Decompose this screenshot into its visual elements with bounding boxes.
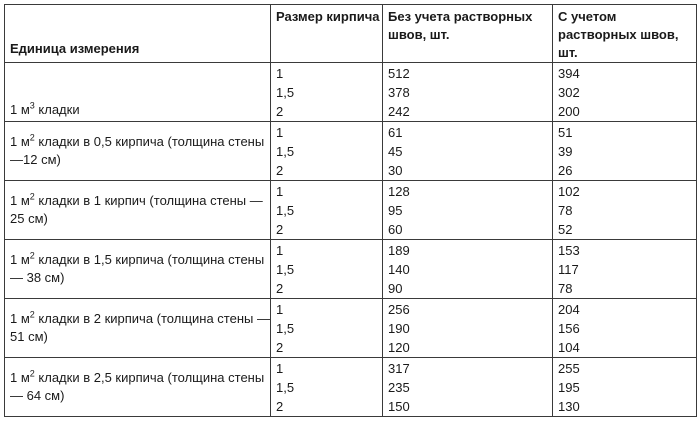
without-mortar-value: 150 [388, 398, 410, 414]
unit-label-prefix: 1 м [10, 134, 30, 149]
with-mortar-value: 394 [558, 65, 580, 81]
brick-size-value: 2 [276, 221, 284, 237]
unit-label-text: кладки в 1 кирпич (толщина стены — 25 см) [10, 193, 263, 226]
brick-size-cell [271, 358, 383, 417]
with-mortar-value: 51 [558, 124, 573, 140]
unit-exponent: 2 [29, 132, 35, 143]
brick-size-value: 1 [276, 242, 284, 258]
without-mortar-value: 317 [388, 360, 410, 376]
without-mortar-value: 256 [388, 301, 410, 317]
without-mortar-value: 128 [388, 183, 410, 199]
header-with-mortar: С учетом растворных швов, шт. [553, 5, 697, 63]
brick-size-value: 1,5 [276, 379, 295, 395]
brick-size-value: 1,5 [276, 202, 295, 218]
brick-size-value: 1,5 [276, 261, 295, 277]
unit-label-text: кладки в 1,5 кирпича (толщина стены — 38 см) [10, 252, 265, 285]
without-mortar-value: 90 [388, 280, 403, 296]
without-mortar-value: 45 [388, 143, 403, 159]
table-row [5, 240, 697, 299]
without-mortar-cell [383, 181, 553, 240]
with-mortar-value: 200 [558, 103, 580, 119]
without-mortar-cell [383, 122, 553, 181]
row-unit-label [5, 63, 271, 122]
header-without-mortar: Без учета растворных швов, шт. [383, 5, 553, 63]
brick-size-value: 2 [276, 339, 284, 355]
unit-label-prefix: 1 м [10, 252, 30, 267]
with-mortar-cell [553, 63, 697, 122]
unit-label-prefix: 1 м [10, 311, 30, 326]
table-body [5, 63, 697, 417]
with-mortar-value: 153 [558, 242, 580, 258]
with-mortar-value: 130 [558, 398, 580, 414]
row-unit-label [5, 181, 271, 240]
table-row [5, 181, 697, 240]
with-mortar-value: 52 [558, 221, 573, 237]
with-mortar-value: 302 [558, 84, 580, 100]
header-brick-size: Размер кирпича [271, 5, 383, 63]
with-mortar-value: 117 [558, 261, 579, 277]
with-mortar-value: 39 [558, 143, 573, 159]
unit-label-text: кладки в 2,5 кирпича (толщина стены — 64 см) [10, 370, 265, 403]
with-mortar-cell [553, 122, 697, 181]
brick-size-cell [271, 299, 383, 358]
unit-exponent: 2 [29, 250, 35, 261]
brick-size-value: 2 [276, 103, 284, 119]
without-mortar-cell [383, 299, 553, 358]
without-mortar-value: 120 [388, 339, 410, 355]
unit-label-prefix: 1 м [10, 193, 30, 208]
brick-size-value: 1,5 [276, 84, 295, 100]
header-unit: Единица измерения [5, 5, 271, 63]
without-mortar-value: 61 [388, 124, 403, 140]
without-mortar-cell [383, 63, 553, 122]
unit-exponent: 2 [29, 368, 35, 379]
brick-table-container [4, 4, 696, 417]
with-mortar-value: 78 [558, 202, 573, 218]
with-mortar-value: 102 [558, 183, 580, 199]
unit-label-prefix: 1 м [10, 370, 30, 385]
row-unit-label [5, 299, 271, 358]
table-row [5, 63, 697, 122]
with-mortar-cell [553, 299, 697, 358]
brick-size-value: 1,5 [276, 143, 295, 159]
unit-exponent: 2 [29, 309, 35, 320]
row-unit-label [5, 240, 271, 299]
without-mortar-value: 242 [388, 103, 410, 119]
table-row [5, 122, 697, 181]
unit-exponent: 2 [29, 191, 35, 202]
with-mortar-value: 78 [558, 280, 573, 296]
without-mortar-cell [383, 358, 553, 417]
with-mortar-cell [553, 181, 697, 240]
without-mortar-value: 30 [388, 162, 403, 178]
without-mortar-value: 60 [388, 221, 403, 237]
brick-size-cell [271, 122, 383, 181]
without-mortar-value: 512 [388, 65, 410, 81]
without-mortar-value: 378 [388, 84, 410, 100]
brick-size-cell [271, 240, 383, 299]
with-mortar-value: 204 [558, 301, 580, 317]
with-mortar-value: 26 [558, 162, 573, 178]
without-mortar-value: 235 [388, 379, 410, 395]
brick-size-value: 1,5 [276, 320, 295, 336]
row-unit-label [5, 358, 271, 417]
without-mortar-value: 190 [388, 320, 410, 336]
brick-size-value: 1 [276, 124, 284, 140]
brick-size-cell [271, 63, 383, 122]
brick-size-value: 1 [276, 65, 284, 81]
without-mortar-value: 95 [388, 202, 403, 218]
unit-label-text: кладки [34, 102, 80, 117]
with-mortar-cell [553, 240, 697, 299]
unit-label-text: кладки в 2 кирпича (толщина стены — 51 см) [10, 311, 270, 344]
without-mortar-cell [383, 240, 553, 299]
unit-exponent: 3 [29, 100, 35, 111]
brick-size-value: 2 [276, 398, 284, 414]
brick-consumption-table [4, 4, 697, 417]
brick-size-value: 1 [276, 360, 284, 376]
brick-size-value: 1 [276, 183, 284, 199]
unit-label-text: кладки в 0,5 кирпича (толщина стены —12 см) [10, 134, 265, 167]
brick-size-value: 2 [276, 280, 284, 296]
without-mortar-value: 140 [388, 261, 410, 277]
with-mortar-value: 156 [558, 320, 580, 336]
brick-size-cell [271, 181, 383, 240]
without-mortar-value: 189 [388, 242, 410, 258]
unit-label-prefix: 1 м [10, 102, 30, 117]
brick-size-value: 2 [276, 162, 284, 178]
with-mortar-value: 195 [558, 379, 580, 395]
with-mortar-value: 255 [558, 360, 580, 376]
with-mortar-cell [553, 358, 697, 417]
table-row [5, 299, 697, 358]
brick-size-value: 1 [276, 301, 284, 317]
header-row [5, 5, 697, 63]
row-unit-label [5, 122, 271, 181]
with-mortar-value: 104 [558, 339, 580, 355]
table-row [5, 358, 697, 417]
